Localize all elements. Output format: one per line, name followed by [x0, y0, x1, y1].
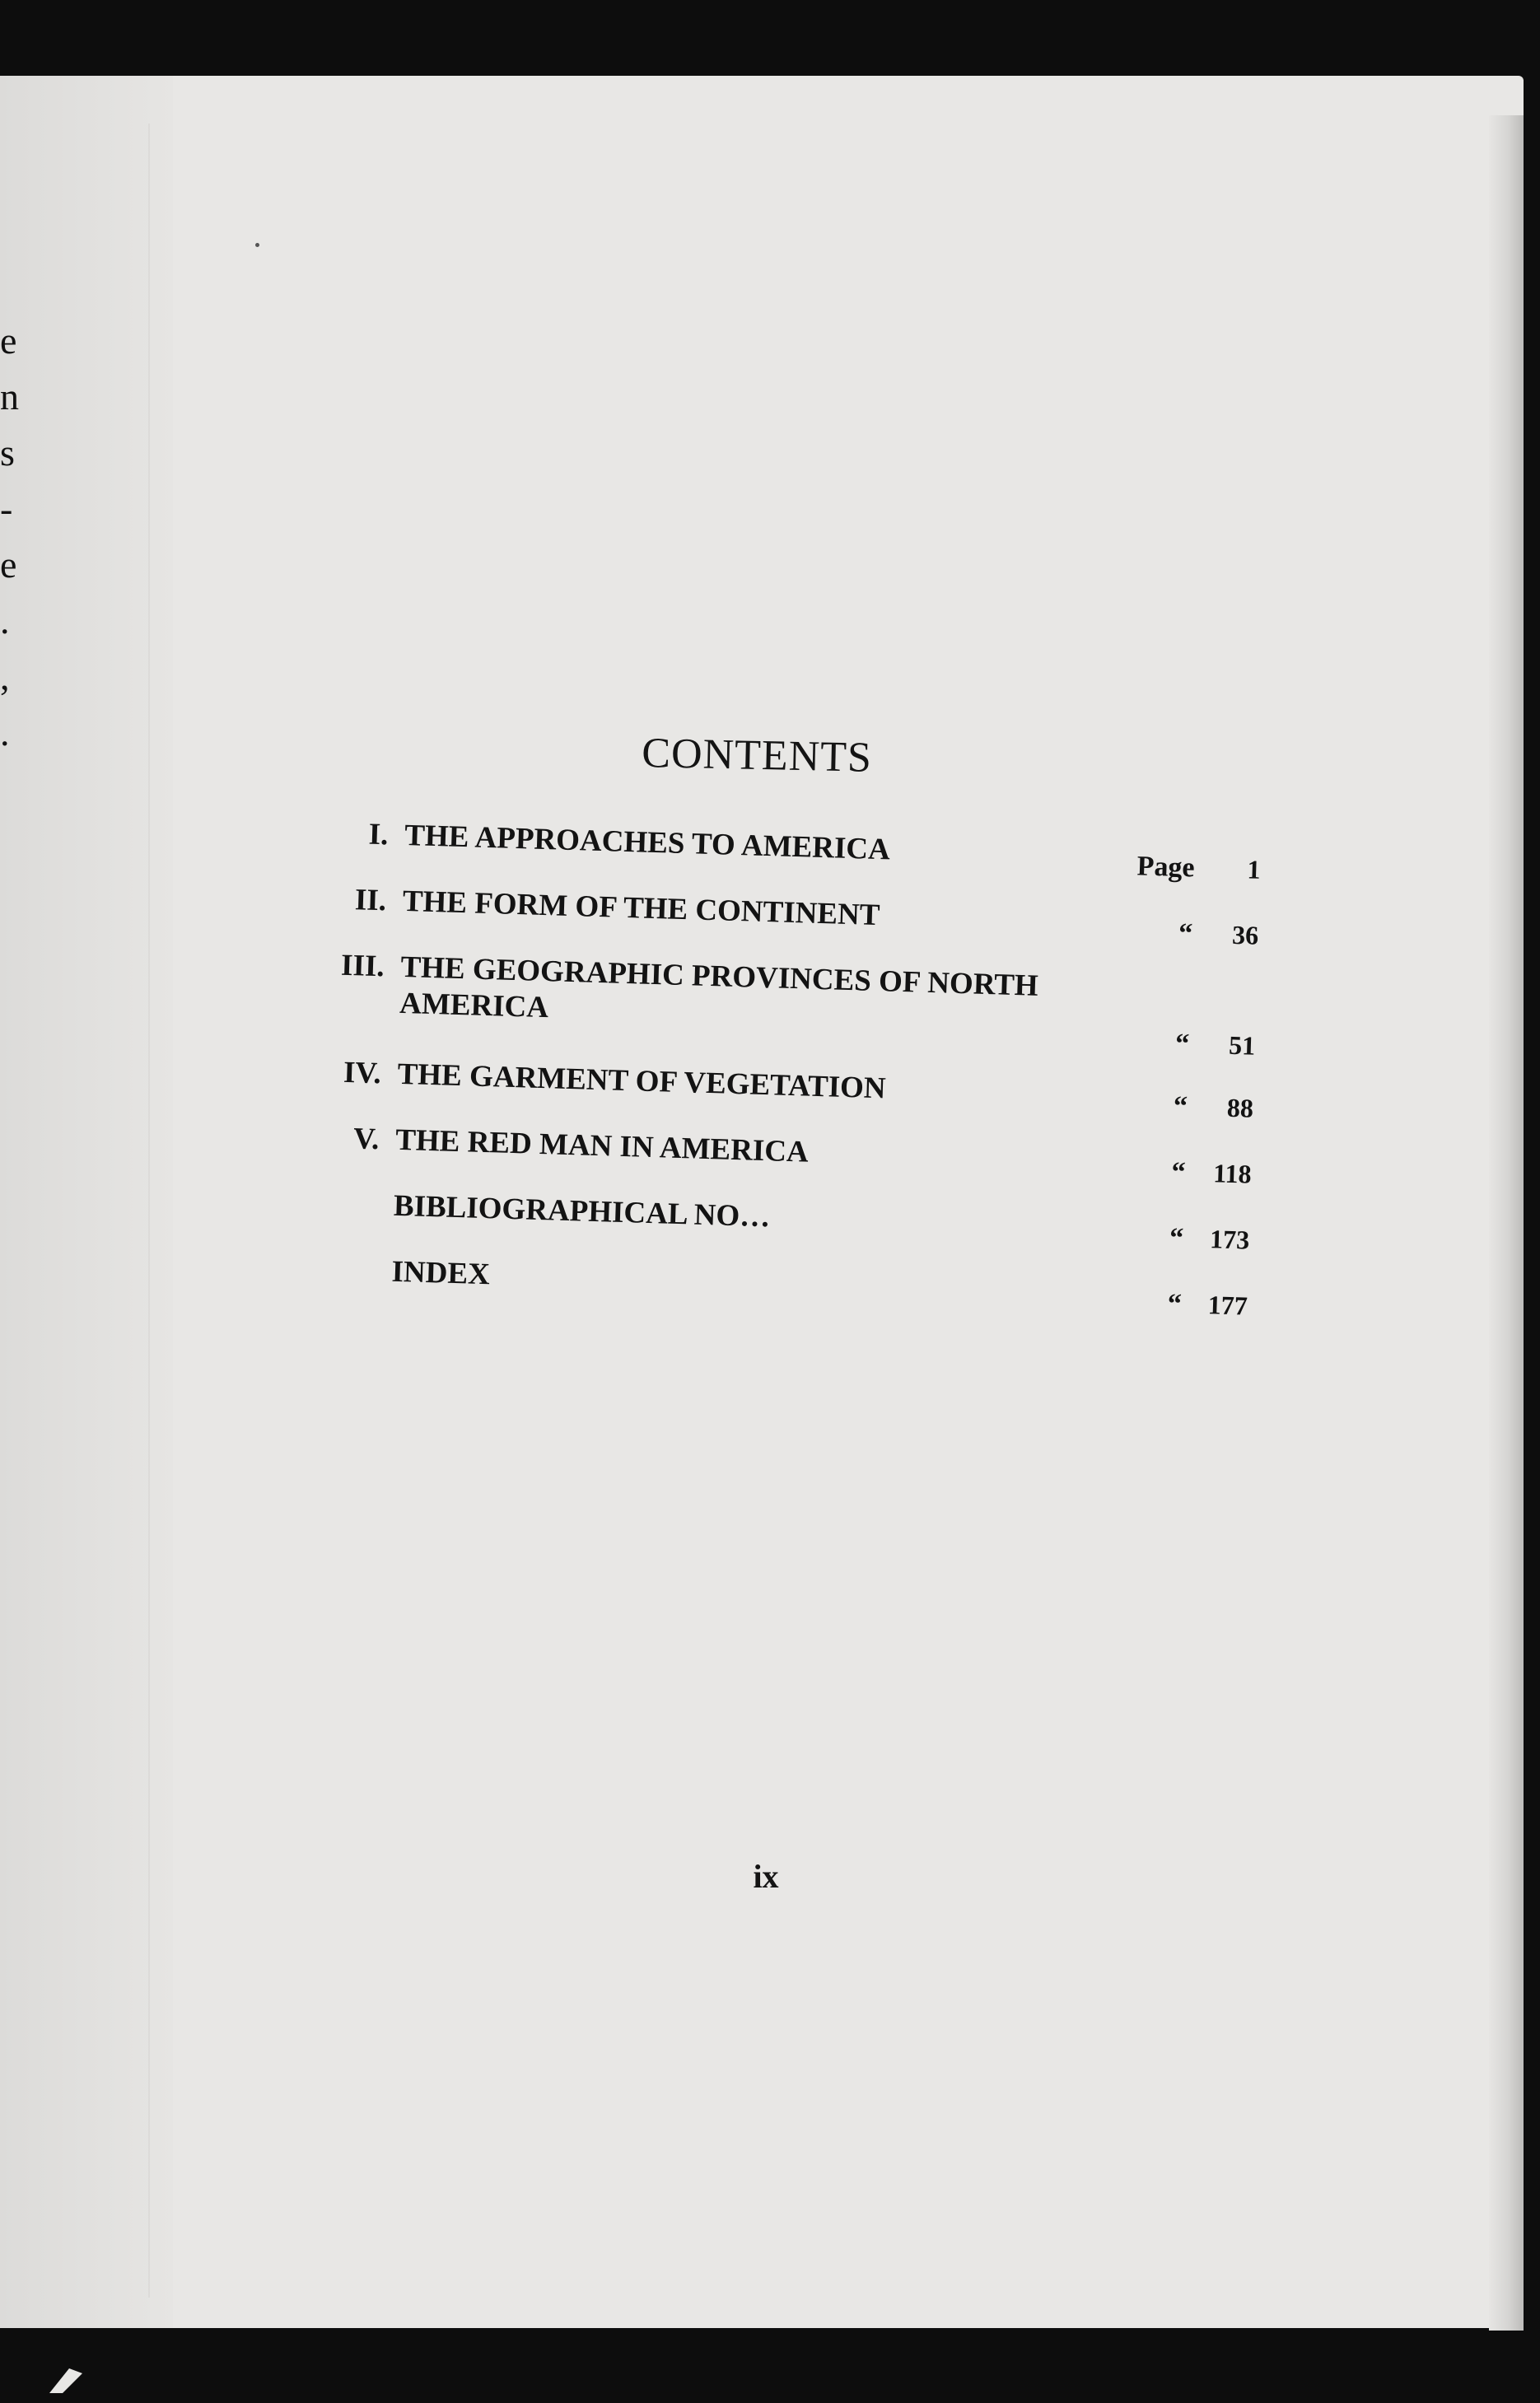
ditto-mark: “ [1167, 1288, 1183, 1320]
facing-page-bleed [0, 313, 33, 761]
page-number: 36 [1231, 919, 1259, 950]
chapter-title: THE FORM OF THE CONTINENT [402, 884, 881, 933]
section-title: INDEX [390, 1254, 491, 1292]
bleed-letter: - [0, 488, 13, 530]
ditto-mark: “ [1171, 1156, 1187, 1188]
bleed-letter: e [0, 320, 17, 362]
table-of-contents [308, 815, 1262, 1346]
page-title: CONTENTS [641, 729, 873, 782]
bleed-letter: n [0, 376, 19, 418]
bleed-letter: . [0, 600, 10, 642]
chapter-title: THE GARMENT OF VEGETATION [397, 1057, 887, 1106]
bleed-letter: e [0, 544, 17, 586]
page-number: 88 [1226, 1092, 1254, 1123]
ditto-mark: “ [1169, 1222, 1184, 1254]
gutter-line [148, 124, 150, 2298]
section-title: BIBLIOGRAPHICAL NO… [393, 1188, 771, 1234]
bleed-letter: , [0, 656, 10, 698]
bleed-letter: s [0, 432, 15, 474]
ditto-mark: “ [1178, 917, 1193, 950]
chapter-number: V. [352, 1122, 380, 1157]
scan-artifact [49, 2368, 82, 2393]
chapter-title: THE APPROACHES TO AMERICA [404, 818, 891, 867]
page-number: 173 [1209, 1224, 1250, 1255]
chapter-number: IV. [343, 1055, 382, 1091]
page-number: 177 [1207, 1290, 1248, 1321]
bleed-letter: . [0, 712, 10, 754]
folio-number: ix [753, 1858, 779, 1895]
chapter-number: I. [368, 817, 389, 852]
chapter-number: III. [340, 948, 385, 984]
ditto-mark: “ [1174, 1028, 1190, 1060]
page-number: 1 [1247, 854, 1262, 884]
page-number: 118 [1212, 1158, 1253, 1189]
page-prefix: Page [1136, 851, 1196, 884]
page-edge [1489, 115, 1524, 2331]
chapter-number: II. [354, 883, 387, 918]
ditto-mark: “ [1173, 1090, 1188, 1122]
chapter-title: THE RED MAN IN AMERICA [394, 1122, 810, 1169]
page-number: 51 [1228, 1029, 1256, 1061]
paper-speck [255, 243, 259, 247]
chapter-title: THE GEOGRAPHIC PROVINCES OF NORTH AMERICA [399, 950, 1039, 1025]
